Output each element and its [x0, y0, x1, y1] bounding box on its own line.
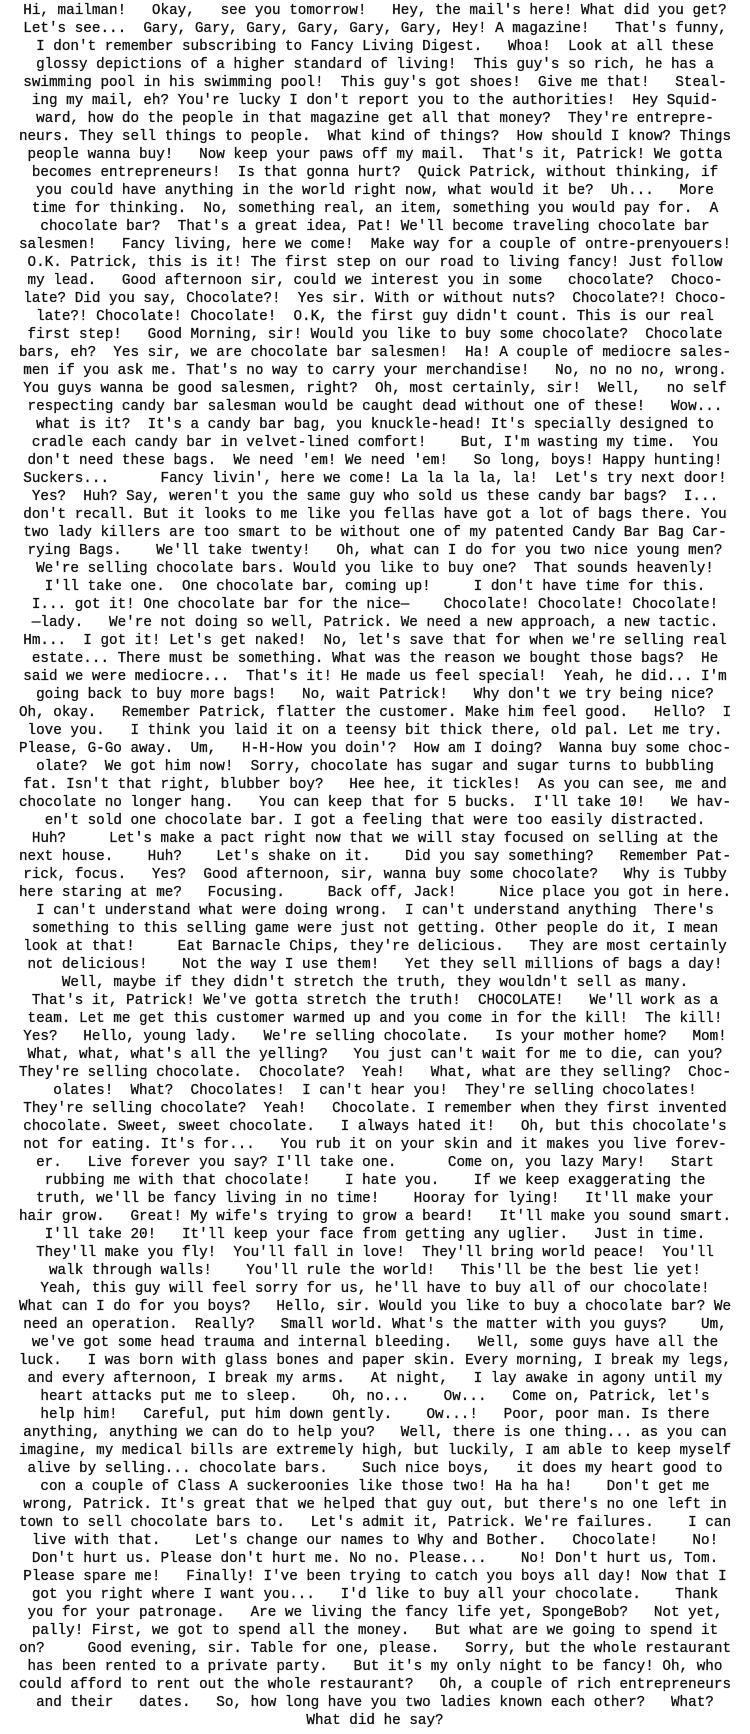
- transcript-line: fat. Isn't that right, blubber boy? Hee hee, it tickles! As you can see, me and: [23, 777, 727, 793]
- transcript-line: Suckers... Fancy livin', here we come! La la la la, la! Let's try next door!: [23, 471, 727, 487]
- transcript-line: my lead. Good afternoon sir, could we interest you in some chocolate? Choco-: [27, 273, 723, 289]
- transcript-line: you for your patronage. Are we living the fancy life yet, SpongeBob? Not yet,: [27, 1605, 723, 1621]
- transcript-line: look at that! Eat Barnacle Chips, they're delicious. They are most certainly: [23, 939, 727, 955]
- transcript-line: rubbing me with that chocolate! I hate you. If we keep exaggerating the: [44, 1173, 706, 1189]
- transcript-line: anything, anything we can do to help you? Well, there is one thing... as you can: [23, 1425, 727, 1441]
- transcript-line: what is it? It's a candy bar bag, you knuckle-head! It's specially designed to: [36, 417, 714, 433]
- transcript-line: people wanna buy! Now keep your paws off my mail. That's it, Patrick! We gotta: [27, 147, 723, 163]
- transcript-line: going back to buy more bags! No, wait Patrick! Why don't we try being nice?: [36, 687, 714, 703]
- transcript-line: Please, G-Go away. Um, H-H-How you doin'? How am I doing? Wanna buy some choc-: [18, 741, 732, 757]
- transcript-line: wrong, Patrick. It's great that we helped that guy out, but there's no one left in: [23, 1497, 727, 1513]
- transcript-line: Yes? Huh? Say, weren't you the same guy who sold us these candy bar bags? I...: [31, 489, 719, 505]
- transcript-line: we've got some head trauma and internal bleeding. Well, some guys have all the: [31, 1335, 719, 1351]
- transcript-line: estate... There must be something. What was the reason we bought those bags? He: [31, 651, 719, 667]
- transcript-line: team. Let me get this customer warmed up and you come in for the kill! The kill!: [27, 1011, 723, 1027]
- transcript-line: pally! First, we got to spend all the money. But what are we going to spend it: [31, 1623, 719, 1639]
- transcript-line: and every afternoon, I break my arms. At night, I lay awake in agony until my: [27, 1371, 723, 1387]
- transcript-line: What can I do for you boys? Hello, sir. Would you like to buy a chocolate bar? We: [18, 1299, 732, 1315]
- transcript-line: con a couple of Class A suckeroonies like those two! Ha ha ha! Don't get me: [40, 1479, 710, 1495]
- transcript-line: truth, we'll be fancy living in no time! Hooray for lying! It'll make your: [36, 1191, 714, 1207]
- transcript-line: has been rented to a private party. But it's my only night to be fancy! Oh, who: [27, 1659, 723, 1675]
- transcript-line: and their dates. So, how long have you two ladies known each other? What?: [36, 1695, 714, 1711]
- transcript-line: not for eating. It's for... You rub it on your skin and it makes you live forev-: [23, 1137, 727, 1153]
- transcript-line: ing my mail, eh? You're lucky I don't report you to the authorities! Hey Squid-: [31, 93, 719, 109]
- transcript-line: chocolate bar? That's a great idea, Pat! We'll become traveling chocolate bar: [40, 219, 710, 235]
- transcript-line: on? Good evening, sir. Table for one, please. Sorry, but the whole restaurant: [18, 1641, 732, 1657]
- transcript-line: olate? We got him now! Sorry, chocolate has sugar and sugar turns to bubbling: [36, 759, 714, 775]
- transcript-line: —lady. We're not doing so well, Patrick. We need a new approach, a new tactic.: [31, 615, 719, 631]
- transcript-line: bars, eh? Yes sir, we are chocolate bar salesmen! Ha! A couple of mediocre sales-: [18, 345, 732, 361]
- transcript-line: walk through walls! You'll rule the world! This'll be the best lie yet!: [48, 1263, 702, 1279]
- transcript-line: first step! Good Morning, sir! Would you like to buy some chocolate? Chocolate: [27, 327, 723, 343]
- transcript-line: I'll take 20! It'll keep your face from getting any uglier. Just in time.: [44, 1227, 706, 1243]
- transcript-line: time for thinking. No, something real, an item, something you would pay for. A: [31, 201, 719, 217]
- transcript-line: swimming pool in his swimming pool! This guy's got shoes! Give me that! Steal-: [23, 75, 727, 91]
- transcript-line: Hm... I got it! Let's get naked! No, let's save that for when we're selling real: [23, 633, 727, 649]
- transcript-line: Let's see... Gary, Gary, Gary, Gary, Gary, Gary, Hey! A magazine! That's funny,: [23, 21, 727, 37]
- transcript-line: chocolate no longer hang. You can keep that for 5 bucks. I'll take 10! We hav-: [18, 795, 732, 811]
- transcript-line: Well, maybe if they didn't stretch the truth, they wouldn't sell as many.: [61, 975, 689, 991]
- transcript-line: men if you ask me. That's no way to carry your merchandise! No, no no no, wrong.: [23, 363, 727, 379]
- transcript-line: They're selling chocolate? Yeah! Chocolate. I remember when they first invented: [23, 1101, 727, 1117]
- transcript-line: er. Live forever you say? I'll take one. Come on, you lazy Mary! Start: [36, 1155, 714, 1171]
- transcript-line: en't sold one chocolate bar. I got a feeling that were too easily distracted.: [44, 813, 706, 829]
- transcript-line: help him! Careful, put him down gently. Ow...! Poor, poor man. Is there: [40, 1407, 710, 1423]
- transcript-line: could afford to rent out the whole restaurant? Oh, a couple of rich entrepreneurs: [18, 1677, 732, 1693]
- transcript-line: not delicious! Not the way I use them! Yet they sell millions of bags a day!: [27, 957, 723, 973]
- transcript-line: luck. I was born with glass bones and paper skin. Every morning, I break my legs,: [18, 1353, 732, 1369]
- transcript-line: respecting candy bar salesman would be caught dead without one of these! Wow...: [27, 399, 723, 415]
- transcript-line: becomes entrepreneurs! Is that gonna hurt? Quick Patrick, without thinking, if: [31, 165, 719, 181]
- transcript-line: cradle each candy bar in velvet-lined comfort! But, I'm wasting my time. You: [31, 435, 719, 451]
- transcript-line: you could have anything in the world right now, what would it be? Uh... More: [36, 183, 714, 199]
- transcript-line: ward, how do the people in that magazine get all that money? They're entrepre-: [36, 111, 714, 127]
- transcript-line: Oh, okay. Remember Patrick, flatter the customer. Make him feel good. Hello? I: [18, 705, 732, 721]
- transcript-line: They'll make you fly! You'll fall in love! They'll bring world peace! You'll: [36, 1245, 714, 1261]
- transcript-line: I don't remember subscribing to Fancy Living Digest. Whoa! Look at all these: [36, 39, 714, 55]
- transcript-line: olates! What? Chocolates! I can't hear you! They're selling chocolates!: [53, 1083, 697, 1099]
- transcript-line: live with that. Let's change our names to Why and Bother. Chocolate! No!: [31, 1533, 719, 1549]
- transcript-line: What, what, what's all the yelling? You just can't wait for me to die, can you?: [27, 1047, 723, 1063]
- transcript-line: imagine, my medical bills are extremely high, but luckily, I am able to keep myself: [18, 1443, 732, 1459]
- transcript-line: That's it, Patrick! We've gotta stretch the truth! CHOCOLATE! We'll work as a: [31, 993, 719, 1009]
- transcript-line: Huh? Let's make a pact right now that we will stay focused on selling at the: [31, 831, 719, 847]
- transcript-line: two lady killers are too smart to be without one of my patented Candy Bar Bag Car-: [23, 525, 727, 541]
- transcript-line: Don't hurt us. Please don't hurt me. No no. Please... No! Don't hurt us, Tom.: [31, 1551, 719, 1567]
- transcript-line: They're selling chocolate. Chocolate? Yeah! What, what are they selling? Choc-: [18, 1065, 732, 1081]
- transcript-line: What did he say?: [306, 1713, 444, 1729]
- transcript-line: You guys wanna be good salesmen, right? Oh, most certainly, sir! Well, no self: [23, 381, 727, 397]
- transcript-line: next house. Huh? Let's shake on it. Did you say something? Remember Pat-: [18, 849, 732, 865]
- transcript-line: late? Did you say, Chocolate?! Yes sir. With or without nuts? Chocolate?! Choco-: [23, 291, 727, 307]
- transcript-line: I'll take one. One chocolate bar, coming up! I don't have time for this.: [44, 579, 706, 595]
- transcript-line: don't recall. But it looks to me like you fellas have got a lot of bags there. You: [23, 507, 727, 523]
- transcript-line: heart attacks put me to sleep. Oh, no... Ow... Come on, Patrick, let's: [40, 1389, 710, 1405]
- transcript-line: town to sell chocolate bars to. Let's admit it, Patrick. We're failures. I can: [18, 1515, 732, 1531]
- transcript-line: I... got it! One chocolate bar for the nice— Chocolate! Chocolate! Chocolate!: [31, 597, 719, 613]
- transcript-line: hair grow. Great! My wife's trying to grow a beard! It'll make you sound smart.: [18, 1209, 732, 1225]
- transcript-line: I can't understand what were doing wrong. I can't understand anything There's: [36, 903, 714, 919]
- transcript-line: love you. I think you laid it on a teensy bit thick there, old pal. Let me try.: [27, 723, 723, 739]
- transcript-line: We're selling chocolate bars. Would you like to buy one? That sounds heavenly!: [36, 561, 714, 577]
- transcript-line: here staring at me? Focusing. Back off, Jack! Nice place you got in here.: [18, 885, 732, 901]
- transcript-line: rying Bags. We'll take twenty! Oh, what can I do for you two nice young men?: [27, 543, 723, 559]
- transcript-line: late?! Chocolate! Chocolate! O.K, the first guy didn't count. This is our real: [36, 309, 714, 325]
- transcript-line: chocolate. Sweet, sweet chocolate. I always hated it! Oh, but this chocolate's: [23, 1119, 727, 1135]
- transcript-line: O.K. Patrick, this is it! The first step on our road to living fancy! Just follow: [27, 255, 723, 271]
- transcript-line: need an operation. Really? Small world. What's the matter with you guys? Um,: [23, 1317, 727, 1333]
- transcript-line: neurs. They sell things to people. What kind of things? How should I know? Things: [18, 129, 732, 145]
- transcript-line: salesmen! Fancy living, here we come! Make way for a couple of ontre-prenyouers!: [18, 237, 732, 253]
- transcript-line: Yes? Hello, young lady. We're selling chocolate. Is your mother home? Mom!: [23, 1029, 727, 1045]
- transcript-line: Yeah, this guy will feel sorry for us, he'll have to buy all of our chocolate!: [40, 1281, 710, 1297]
- transcript-line: got you right where I want you... I'd like to buy all your chocolate. Thank: [31, 1587, 719, 1603]
- transcript-line: rick, focus. Yes? Good afternoon, sir, wanna buy some chocolate? Why is Tubby: [23, 867, 727, 883]
- transcript-line: glossy depictions of a higher standard of living! This guy's so rich, he has a: [36, 57, 714, 73]
- transcript-line: alive by selling... chocolate bars. Such nice boys, it does my heart good to: [27, 1461, 723, 1477]
- transcript-line: Hi, mailman! Okay, see you tomorrow! Hey, the mail's here! What did you get?: [23, 3, 727, 19]
- transcript-line: don't need these bags. We need 'em! We need 'em! So long, boys! Happy hunting!: [27, 453, 723, 469]
- transcript-line: Please spare me! Finally! I've been trying to catch you boys all day! Now that I: [23, 1569, 727, 1585]
- transcript-line: said we were mediocre... That's it! He made us feel special! Yeah, he did... I'm: [23, 669, 727, 685]
- transcript-line: something to this selling game were just not getting. Other people do it, I mean: [31, 921, 719, 937]
